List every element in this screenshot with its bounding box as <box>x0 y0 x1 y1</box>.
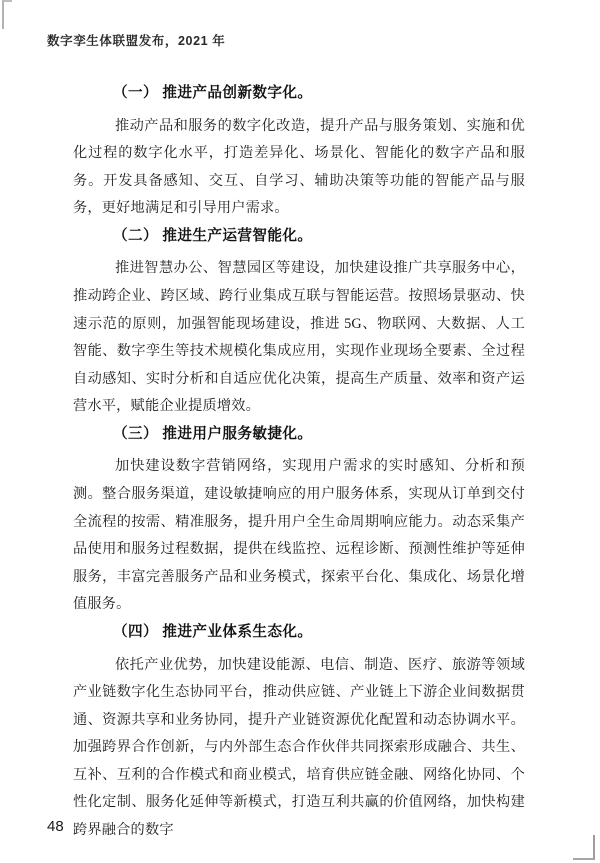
section-3-heading: （三） 推进用户服务敏捷化。 <box>113 425 313 442</box>
section-4-heading: （四） 推进产业体系生态化。 <box>113 624 313 640</box>
page-number: 48 <box>47 818 64 835</box>
section-2-paragraph: 推进智慧办公、智慧园区等建设，加快建设推广共享服务中心，推动跨企业、跨区域、跨行业集成互联与智能运营。按照场景驱动、快速示范的原则，加强智能现场建设，推进 5G、物联网、大数据、人工智能、数字孪生等技术规模化集成应用，实现作业现场全要素、全过程自动感知、实时分析和自适应优化决策，提高生产质量、效率和资产运营水平，赋能企业提质增效。 <box>73 260 525 415</box>
section-2-heading: （二） 推进生产运营智能化。 <box>113 227 313 244</box>
section-1-heading: （一） 推进产品创新数字化。 <box>113 85 313 101</box>
document-header-source: 数字孪生体联盟发布，2021 年 <box>47 34 226 48</box>
scan-edge-artifact-top-left <box>2 0 12 29</box>
section-3 <box>73 421 525 619</box>
section-4 <box>73 619 525 845</box>
section-2 <box>73 223 525 421</box>
section-3-paragraph: 加快建设数字营销网络，实现用户需求的实时感知、分析和预测。整合服务渠道，建设敏捷响应的用户服务体系，实现从订单到交付全流程的按需、精准服务，提升用户全生命周期响应能力。动态采集产品使用和服务过程数据，提供在线监控、远程诊断、预测性维护等延伸服务，丰富完善服务产品和业务模式，探索平台化、集成化、场景化增值服务。 <box>73 458 525 613</box>
document-body <box>73 80 525 845</box>
section-1 <box>73 80 525 223</box>
section-1-paragraph: 推动产品和服务的数字化改造，提升产品与服务策划、实施和优化过程的数字化水平，打造差异化、场景化、智能化的数字产品和服务。开发具备感知、交互、自学习、辅助决策等功能的智能产品与服务，更好地满足和引导用户需求。 <box>73 117 525 217</box>
section-4-paragraph: 依托产业优势，加快建设能源、电信、制造、医疗、旅游等领域产业链数字化生态协同平台，推动供应链、产业链上下游企业间数据贯通、资源共享和业务协同，提升产业链资源优化配置和动态协调水平。加强跨界合作创新，与内外部生态合作伙伴共同探索形成融合、共生、互补、互利的合作模式和商业模式，培育供应链金融、网络化协同、个性化定制、服务化延伸等新模式，打造互利共赢的价值网络，加快构建跨界融合的数字 <box>73 656 525 839</box>
scan-edge-artifact-bottom-right <box>573 835 595 860</box>
